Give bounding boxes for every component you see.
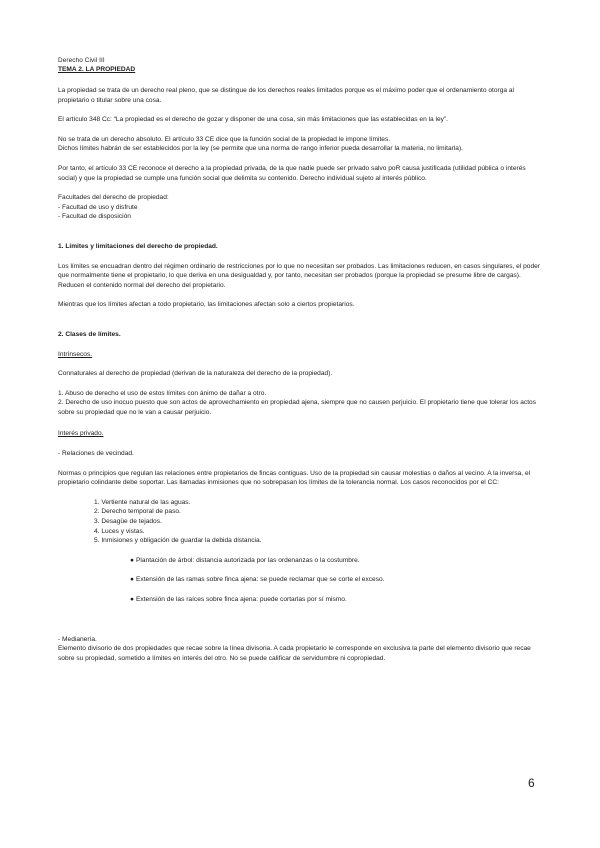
list-item: 5. Inmisiones y obligación de guardar la debida distancia.: [94, 537, 262, 545]
bullet-text: Extensión de las raíces sobre finca ajena: puede cortarlas por sí mismo.: [136, 596, 347, 603]
page-title: TEMA 2. LA PROPIEDAD: [58, 66, 136, 73]
intro-paragraph-2: El artículo 348 Cc: “La propiedad es el derecho de gozar y disponer de una cosa, sin más limitaciones que las establecidas en la ley”.: [58, 116, 448, 124]
intrinsic-title: Intrínsecos.: [58, 350, 93, 358]
course-name: Derecho Civil III: [58, 57, 105, 64]
list-item: 2. Derecho temporal de paso.: [94, 508, 181, 516]
list-item: 1. Vertiente natural de las aguas.: [94, 498, 191, 506]
section-1-heading: 1. Límites y limitaciones del derecho de propiedad.: [58, 242, 218, 250]
intro-paragraph-3b: Dichos límites habrán de ser establecidos por la ley (se permite que una norma de rango inferior pueda desarrollar la materia, no limitarla).: [58, 145, 463, 153]
bullet-dot-icon: ●: [130, 596, 134, 603]
bullet-item: [58, 556, 544, 566]
intrinsic-item-1: 1. Abuso de derecho el uso de estos límites con ánimo de dañar a otro.: [58, 389, 267, 397]
page-number: 6: [528, 776, 535, 790]
private-interest-title: Interés privado.: [58, 430, 104, 438]
faculties-title: Facultades del derecho de propiedad:: [58, 194, 169, 202]
list-item: 3. Desagüe de tejados.: [94, 518, 162, 526]
list-item: 4. Luces y vistas.: [94, 527, 145, 535]
vecindad-title: - Relaciones de vecindad.: [58, 450, 134, 458]
bullet-dot-icon: ●: [130, 556, 134, 564]
vecindad-description: Normas o principios que regulan las relaciones entre propietarios de fincas contiguas. Uso de la propiedad sin causar molestias o daños al vecino. A la inversa, el propietario colindante debe soportar. Las llamadas inmisiones que no sobrepasan los límites de la tolerancia normal. Los casos reconocidos por el CC:: [58, 469, 531, 487]
intrinsic-item-2: 2. Derecho de uso inocuo puesto que son actos de aprovechamiento en propiedad ajena, siempre que no causen perjuicio. El propietario tiene que tolerar los actos sobre su propiedad que no le van a causar perjuicio.: [58, 399, 536, 416]
section-1-paragraph-1: Los límites se encuadran dentro del régimen ordinario de restricciones por lo que no necesitan ser probados. Las limitaciones reducen, en casos singulares, el poder que normalmente tiene el propietario, lo que deriva en una desigualdad y, por tanto, necesitan ser probados (porque la propiedad se presume libre de cargas). Reducen el contenido normal del derecho del propietario.: [58, 262, 540, 289]
bullet-dot-icon: ●: [130, 576, 134, 584]
intro-paragraph-4: Por tanto, el artículo 33 CE reconoce el derecho a la propiedad privada, de la que nadie puede ser privado salvo poR causa justificada (utilidad pública o interés social) y que la propiedad se cumple una función social que delimita su contenido. Derecho individual sujeto al interés público.: [58, 164, 526, 182]
medianeria-title: - Medianería.: [58, 635, 97, 643]
bullet-item: [58, 575, 544, 585]
bullet-text: Plantación de árbol: distancia autorizada por las ordenanzas o la costumbre.: [136, 556, 360, 564]
intro-paragraph-1: La propiedad se trata de un derecho real pleno, que se distingue de los derechos reales limitados porque es el máximo poder que el ordenamiento otorga al propietario o titular sobre una cosa.: [58, 87, 514, 104]
bullet-text: Extensión de las ramas sobre finca ajena: se puede reclamar que se corte el exceso.: [136, 576, 385, 584]
faculty-item-1: - Facultad de uso y disfrute: [58, 203, 138, 211]
intrinsic-description: Connaturales al derecho de propiedad (derivan de la naturaleza del derecho de la propiedad).: [58, 370, 333, 378]
section-1-paragraph-2: Mientras que los límites afectan a todo propietario, las limitaciones afectan solo a ciertos propietarios.: [58, 301, 355, 309]
intro-paragraph-3a: No se trata de un derecho absoluto. El artículo 33 CE dice que la función social de la propiedad le impone límites.: [58, 135, 391, 143]
document-page: [58, 56, 544, 663]
faculty-item-2: - Facultad de disposición: [58, 213, 131, 221]
medianeria-description: Elemento divisorio de dos propiedades que recae sobre la línea divisoria. A cada propietario le corresponde en exclusiva la parte del elemento divisorio que recae sobre su propiedad, sometido a límites en interés del otro. No se puede calificar de servidumbre ni copropiedad.: [58, 645, 531, 662]
cases-list: [58, 498, 544, 546]
bullet-item: [58, 595, 544, 605]
section-2-heading: 2. Clases de límites.: [58, 330, 121, 338]
